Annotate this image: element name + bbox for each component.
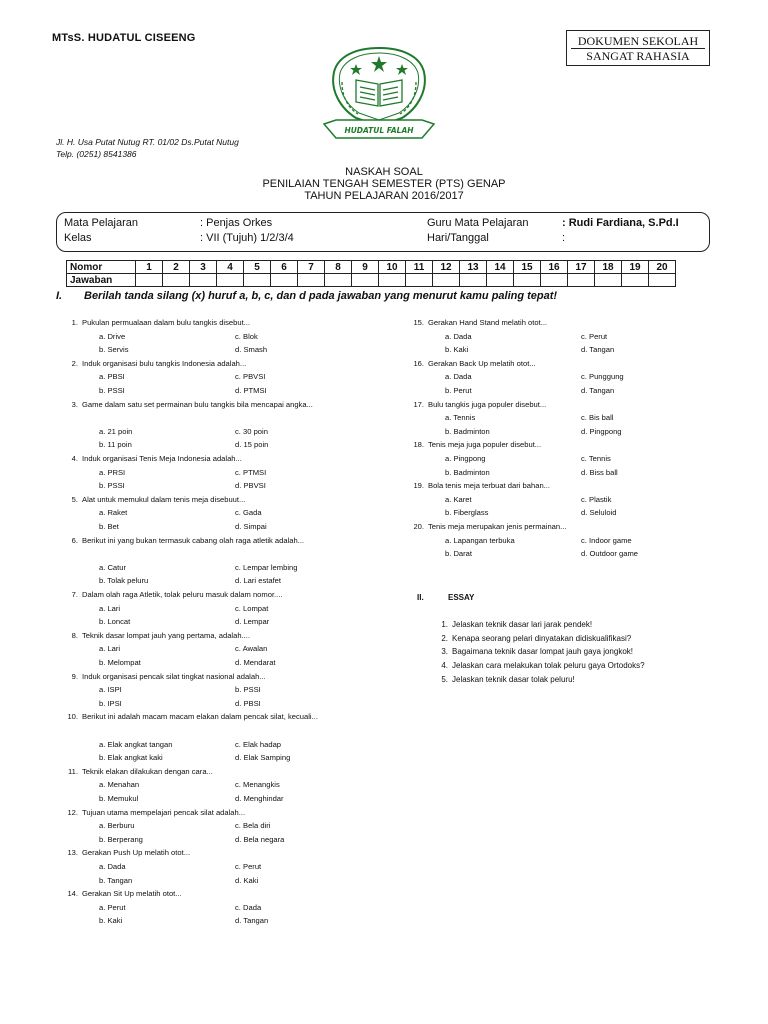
option-b[interactable]: b. Memukul (99, 793, 139, 803)
question-number: 20. (413, 522, 424, 531)
question-text: Berikut ini adalah macam macam elakan dalam pencak silat, kecuali... (82, 712, 318, 722)
title-line-1: NASKAH SOAL (345, 166, 423, 178)
option-a[interactable]: a. Lapangan terbuka (445, 535, 515, 545)
section-1-roman: I. (56, 290, 63, 302)
essay-number: 1. (441, 620, 448, 629)
title-line-2: PENILAIAN TENGAH SEMESTER (PTS) GENAP (262, 178, 506, 190)
question-item (62, 452, 392, 493)
essay-question-text: Jelaskan teknik dasar tolak peluru! (452, 674, 575, 684)
grid-number-cell: 19 (622, 261, 649, 274)
option-c[interactable]: c. Menangkis (235, 780, 280, 790)
teacher-label: Guru Mata Pelajaran (427, 217, 529, 229)
option-c[interactable]: c. Awalan (235, 644, 268, 654)
question-text: Teknik elakan dilakukan dengan cara... (82, 766, 213, 776)
option-a[interactable]: a. Pingpong (445, 453, 486, 463)
option-b[interactable]: b. Bet (99, 521, 119, 531)
option-c[interactable]: c. Perut (235, 861, 262, 871)
answer-row-label: Jawaban (67, 274, 136, 287)
option-a[interactable]: a. PRSI (99, 467, 126, 477)
question-item (62, 765, 392, 806)
option-a[interactable]: a. 21 poin (99, 426, 133, 436)
option-d[interactable]: d. PBVSI (235, 481, 266, 491)
option-a[interactable]: a. ISPI (99, 685, 122, 695)
option-c[interactable]: b. PSSI (235, 685, 261, 695)
option-c[interactable]: c. Gada (235, 508, 262, 518)
grid-answer-cell[interactable] (433, 274, 460, 287)
question-text: Alat untuk memukul dalam tenis meja disebuut... (82, 494, 246, 504)
option-a[interactable]: a. Catur (99, 562, 127, 572)
option-b[interactable]: b. Badminton (445, 467, 490, 477)
question-number: 2. (71, 358, 78, 368)
option-b[interactable]: b. Tolak peluru (99, 576, 149, 586)
question-text: Gerakan Back Up melatih otot... (428, 358, 536, 368)
option-b[interactable]: b. Elak angkat kaki (99, 753, 163, 763)
grid-number-cell: 5 (244, 261, 271, 274)
essay-question-text: Jelaskan teknik dasar lari jarak pendek! (452, 620, 593, 629)
question-number: 1. (71, 318, 78, 327)
question-item (408, 316, 738, 357)
question-item (62, 806, 392, 847)
option-c[interactable]: c. Lompat (235, 603, 269, 613)
grid-number-cell: 14 (487, 261, 514, 274)
grid-number-cell: 10 (379, 261, 406, 274)
essay-question-text: Bagaimana teknik dasar lompat jauh gaya jongkok! (452, 647, 633, 657)
school-name: MTsS. HUDATUL CISEENG (52, 32, 196, 44)
question-number: 17. (413, 399, 424, 409)
question-number: 10. (67, 712, 78, 722)
option-b[interactable]: b. Kaki (445, 345, 469, 355)
grid-number-cell: 18 (595, 261, 622, 274)
option-d[interactable]: d. Kaki (235, 875, 259, 885)
subject-label: Mata Pelajaran (64, 217, 138, 229)
option-a[interactable]: a. Menahan (99, 780, 140, 790)
option-d[interactable]: d. Pingpong (581, 426, 622, 436)
option-a[interactable]: a. PBSI (99, 372, 125, 382)
document-title (0, 166, 768, 202)
question-text: Induk organisasi Tenis Meja Indonesia adalah... (82, 454, 242, 463)
option-a[interactable]: a. Karet (445, 494, 472, 504)
question-number: 16. (413, 358, 424, 368)
question-text: Teknik dasar lompat jauh yang pertama, adalah.... (82, 630, 251, 640)
question-item (408, 398, 738, 439)
question-text: Bola tenis meja terbuat dari bahan... (428, 481, 550, 491)
option-c[interactable]: c. PBVSI (235, 372, 266, 382)
option-b[interactable]: b. Melompat (99, 657, 141, 667)
option-c[interactable]: c. Blok (235, 331, 258, 341)
option-c[interactable]: c. Punggung (581, 372, 624, 382)
question-text: Induk organisasi bulu tangkis Indonesia adalah... (82, 358, 247, 368)
section-2-roman: II. (417, 593, 424, 602)
grid-answer-cell[interactable] (649, 274, 676, 287)
school-logo (316, 42, 442, 142)
question-text: Gerakan Push Up melatih otot... (82, 848, 191, 858)
option-c[interactable]: c. PTMSI (235, 467, 267, 477)
grid-number-cell: 6 (271, 261, 298, 274)
option-c[interactable]: c. Plastik (581, 494, 612, 504)
answer-grid (66, 260, 676, 287)
grid-answer-cell[interactable] (568, 274, 595, 287)
option-a[interactable]: a. Tennis (445, 413, 476, 423)
question-item (62, 846, 392, 887)
option-d[interactable]: d. Menghindar (235, 793, 284, 803)
question-number: 11. (68, 766, 78, 776)
question-item (62, 398, 392, 452)
option-b[interactable]: b. Loncat (99, 617, 131, 627)
grid-answer-cell[interactable] (136, 274, 163, 287)
grid-number-cell: 13 (460, 261, 487, 274)
confidential-stamp (566, 30, 710, 66)
day-value: : (562, 232, 566, 244)
subject-value: : Penjas Orkes (200, 217, 273, 229)
grid-answer-cell[interactable] (406, 274, 433, 287)
option-c[interactable]: c. Perut (581, 331, 608, 341)
option-c[interactable]: c. Indoor game (581, 535, 632, 545)
grid-answer-cell[interactable] (190, 274, 217, 287)
question-number: 9. (71, 671, 78, 681)
grid-answer-cell[interactable] (595, 274, 622, 287)
question-number: 19. (413, 481, 424, 491)
option-a[interactable]: a. Dada (445, 331, 472, 341)
question-text: Game dalam satu set permainan bulu tangkis bila mencapai angka... (82, 399, 313, 409)
option-b[interactable]: b. Badminton (445, 426, 490, 436)
question-number: 3. (71, 399, 78, 409)
grid-answer-cell[interactable] (622, 274, 649, 287)
phone-line: Telp. (0251) 8541386 (56, 149, 137, 159)
question-number: 8. (71, 630, 78, 640)
grid-answer-cell[interactable] (487, 274, 514, 287)
stamp-line-2: SANGAT RAHASIA (586, 49, 690, 63)
grid-number-cell: 7 (298, 261, 325, 274)
option-d[interactable]: d. PTMSI (235, 385, 267, 395)
question-text: Tenis meja juga populer disebut... (428, 440, 542, 450)
grid-number-cell: 2 (163, 261, 190, 274)
question-item (62, 316, 392, 357)
option-b[interactable]: b. Perut (445, 385, 472, 395)
essay-item (430, 647, 633, 656)
question-text: Dalam olah raga Atletik, tolak peluru masuk dalam nomor.... (82, 590, 283, 599)
question-text: Berikut ini yang bukan termasuk cabang olah raga atletik adalah... (82, 535, 305, 545)
day-label: Hari/Tanggal (427, 232, 489, 244)
option-d[interactable]: d. Tangan (581, 345, 615, 355)
question-number: 7. (71, 590, 78, 599)
question-text: Gerakan Sit Up melatih otot... (82, 889, 182, 899)
question-text: Induk organisasi pencak silat tingkat nasional adalah... (82, 671, 266, 681)
grid-number-cell: 12 (433, 261, 460, 274)
option-a[interactable]: a. Lari (99, 603, 121, 613)
school-address (56, 136, 239, 160)
essay-item (430, 661, 645, 670)
grid-answer-cell[interactable] (271, 274, 298, 287)
grid-answer-cell[interactable] (460, 274, 487, 287)
grid-number-cell: 8 (325, 261, 352, 274)
question-item (62, 710, 392, 764)
option-d[interactable]: d. Outdoor game (581, 549, 638, 559)
question-number: 13. (67, 848, 78, 858)
option-a[interactable]: a. Berburu (99, 821, 135, 831)
option-d[interactable]: d. 15 poin (235, 440, 269, 450)
option-c[interactable]: c. Bela diri (235, 821, 271, 831)
essay-question-text: Jelaskan cara melakukan tolak peluru gaya Ortodoks? (452, 661, 645, 671)
option-b[interactable]: b. IPSI (99, 698, 122, 708)
essay-number: 5. (441, 674, 448, 684)
option-d[interactable]: d. Tangan (581, 385, 615, 395)
option-b[interactable]: b. PSSI (99, 481, 125, 491)
option-b[interactable]: b. PSSI (99, 385, 125, 395)
option-b[interactable]: b. Darat (445, 549, 473, 559)
grid-number-cell: 9 (352, 261, 379, 274)
question-number: 18. (413, 440, 424, 450)
question-item (408, 357, 738, 398)
essay-question-text: Kenapa seorang pelari dinyatakan didiskualifikasi? (452, 633, 632, 643)
question-item (62, 357, 392, 398)
answer-grid-number-row (67, 261, 676, 274)
grid-answer-cell[interactable] (163, 274, 190, 287)
grid-number-cell: 16 (541, 261, 568, 274)
number-row-label: Nomor (67, 261, 136, 274)
option-b[interactable]: b. 11 poin (99, 440, 132, 450)
stamp-line-1: DOKUMEN SEKOLAH (571, 34, 705, 49)
option-d[interactable]: d. Elak Samping (235, 753, 291, 763)
question-item (408, 520, 738, 561)
option-d[interactable]: d. Lari estafet (235, 576, 282, 586)
address-line: Jl. H. Usa Putat Nutug RT. 01/02 Ds.Putat Nutug (56, 137, 239, 147)
question-text: Tujuan utama mempelajari pencak silat adalah... (82, 807, 246, 817)
option-b[interactable]: b. Berperang (99, 834, 143, 844)
essay-item (430, 634, 631, 643)
option-c[interactable]: c. Bis ball (581, 413, 614, 423)
essay-number: 4. (441, 661, 448, 671)
question-number: 6. (71, 535, 78, 545)
option-c[interactable]: c. Lempar lembing (235, 562, 298, 572)
option-d[interactable]: d. Simpai (235, 521, 267, 531)
grid-number-cell: 20 (649, 261, 676, 274)
grid-answer-cell[interactable] (298, 274, 325, 287)
question-number: 12. (67, 807, 78, 817)
option-c[interactable]: c. Tennis (581, 453, 611, 463)
option-d[interactable]: d. Seluloid (581, 508, 617, 518)
grid-answer-cell[interactable] (244, 274, 271, 287)
question-item (62, 588, 392, 629)
grid-answer-cell[interactable] (352, 274, 379, 287)
option-d[interactable]: d. Lempar (235, 617, 270, 627)
grid-number-cell: 3 (190, 261, 217, 274)
answer-grid-answer-row (67, 274, 676, 287)
class-label: Kelas (64, 232, 92, 244)
option-d[interactable]: d. Tangan (235, 916, 269, 926)
section-1-instruction (56, 290, 557, 302)
option-a[interactable]: a. Dada (445, 372, 472, 382)
question-text: Bulu tangkis juga populer disebut... (428, 399, 547, 409)
option-a[interactable]: a. Drive (99, 331, 126, 341)
essay-item (430, 675, 575, 684)
option-b[interactable]: b. Fiberglass (445, 508, 489, 518)
question-item (408, 479, 738, 520)
essay-heading: ESSAY (448, 593, 475, 602)
grid-number-cell: 11 (406, 261, 433, 274)
essay-number: 3. (441, 647, 448, 657)
option-d[interactable]: d. Smash (235, 345, 268, 355)
question-item (62, 629, 392, 670)
grid-number-cell: 4 (217, 261, 244, 274)
option-a[interactable]: a. Raket (99, 508, 128, 518)
option-a[interactable]: a. Perut (99, 902, 126, 912)
grid-number-cell: 17 (568, 261, 595, 274)
option-b[interactable]: b. Tangan (99, 875, 133, 885)
grid-number-cell: 1 (136, 261, 163, 274)
question-item (62, 670, 392, 711)
grid-answer-cell[interactable] (514, 274, 541, 287)
grid-answer-cell[interactable] (325, 274, 352, 287)
essay-number: 2. (441, 633, 448, 643)
title-line-3: TAHUN PELAJARAN 2016/2017 (304, 190, 464, 202)
option-a[interactable]: a. Elak angkat tangan (99, 739, 173, 749)
question-number: 15. (413, 318, 424, 327)
option-d[interactable]: d. PBSI (235, 698, 261, 708)
option-b[interactable]: b. Servis (99, 345, 129, 355)
teacher-value: : Rudi Fardiana, S.Pd.I (562, 217, 679, 229)
option-c[interactable]: c. 30 poin (235, 426, 268, 436)
option-d[interactable]: d. Biss ball (581, 467, 618, 477)
grid-answer-cell[interactable] (379, 274, 406, 287)
question-item (62, 887, 392, 928)
question-item (408, 438, 738, 479)
option-a[interactable]: a. Lari (99, 644, 121, 654)
grid-answer-cell[interactable] (541, 274, 568, 287)
option-c[interactable]: c. Elak hadap (235, 739, 282, 749)
essay-item (430, 620, 592, 629)
option-a[interactable]: a. Dada (99, 861, 126, 871)
grid-number-cell: 15 (514, 261, 541, 274)
question-number: 4. (71, 454, 78, 463)
question-item (62, 534, 392, 588)
option-d[interactable]: d. Bela negara (235, 834, 285, 844)
exam-info-box (56, 212, 710, 252)
question-text: Tenis meja merupakan jenis permainan... (428, 522, 567, 531)
logo-banner-text: HUDATUL FALAH (344, 126, 414, 135)
class-value: : VII (Tujuh) 1/2/3/4 (200, 232, 294, 244)
question-item (62, 493, 392, 534)
question-text: Pukulan permualaan dalam bulu tangkis disebut... (82, 318, 251, 327)
instruction-text: Berilah tanda silang (x) huruf a, b, c, dan d pada jawaban yang menurut kamu paling tepat! (84, 290, 558, 302)
question-number: 5. (71, 494, 78, 504)
question-text: Gerakan Hand Stand melatih otot... (428, 318, 548, 327)
grid-answer-cell[interactable] (217, 274, 244, 287)
option-c[interactable]: c. Dada (235, 902, 262, 912)
question-number: 14. (67, 889, 78, 899)
option-b[interactable]: b. Kaki (99, 916, 123, 926)
option-d[interactable]: d. Mendarat (235, 657, 276, 667)
